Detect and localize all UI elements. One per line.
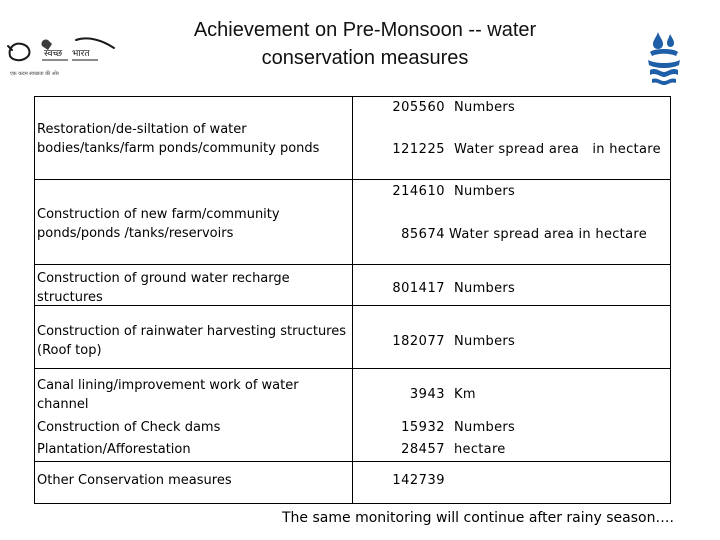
row-label-new-ponds: Construction of new farm/community ponds/ponds /tanks/reservoirs	[37, 207, 280, 241]
svg-text:भारत: भारत	[72, 49, 90, 59]
row-unit: Numbers	[454, 334, 516, 349]
glasses-icon	[6, 26, 118, 70]
row-unit: Water spread area in hectare	[449, 227, 648, 242]
row-unit: Km	[454, 387, 476, 402]
row-separator	[34, 264, 671, 265]
row-label-ground-water: Construction of ground water recharge structures	[37, 271, 290, 305]
row-value: 85674	[401, 227, 445, 242]
table-top-border	[34, 96, 671, 97]
row-separator	[34, 179, 671, 180]
row-value: 15932	[401, 420, 445, 435]
row-unit: Water spread area in hectare	[454, 142, 661, 157]
table-left-border	[34, 96, 35, 504]
swachh-bharat-logo	[6, 26, 118, 86]
row-value: 801417	[392, 281, 445, 296]
row-label-rainwater: Construction of rainwater harvesting structures (Roof top)	[37, 324, 347, 358]
table-bottom-border	[34, 503, 671, 504]
row-label-restoration: Restoration/de-siltation of water bodies/tanks/farm ponds/community ponds	[37, 122, 320, 156]
row-value: 182077	[392, 334, 445, 349]
svg-text:स्वच्छ: स्वच्छ	[44, 49, 63, 59]
row-value: 205560	[392, 100, 445, 115]
achievement-table	[34, 96, 671, 504]
row-value: 214610	[392, 184, 445, 199]
water-conservation-logo	[640, 30, 690, 88]
title-line-1: Achievement on Pre-Monsoon -- water	[193, 19, 537, 41]
row-label-other: Other Conservation measures	[37, 473, 232, 488]
slide-title	[150, 16, 580, 72]
logo-caption: एक कदम स्वच्छता की ओर	[10, 71, 59, 77]
row-separator	[34, 461, 671, 462]
row-value: 28457	[401, 442, 445, 457]
row-value: 121225	[392, 142, 445, 157]
row-label-canal: Canal lining/improvement work of water channel	[37, 378, 299, 412]
row-unit: Numbers	[454, 100, 516, 115]
row-value: 3943	[409, 387, 445, 402]
row-separator	[34, 368, 671, 369]
water-drop-icon	[640, 30, 690, 88]
title-line-2: conservation measures	[261, 47, 469, 69]
row-label-check-dams: Construction of Check dams	[37, 420, 221, 435]
footer-note: The same monitoring will continue after rainy season….	[282, 510, 674, 526]
row-unit: Numbers	[454, 184, 516, 199]
row-unit: Numbers	[454, 420, 516, 435]
row-unit: Numbers	[454, 281, 516, 296]
table-right-border	[670, 96, 671, 504]
row-label-plantation: Plantation/Afforestation	[37, 442, 191, 457]
row-unit: hectare	[454, 442, 506, 457]
row-value: 142739	[392, 473, 445, 488]
